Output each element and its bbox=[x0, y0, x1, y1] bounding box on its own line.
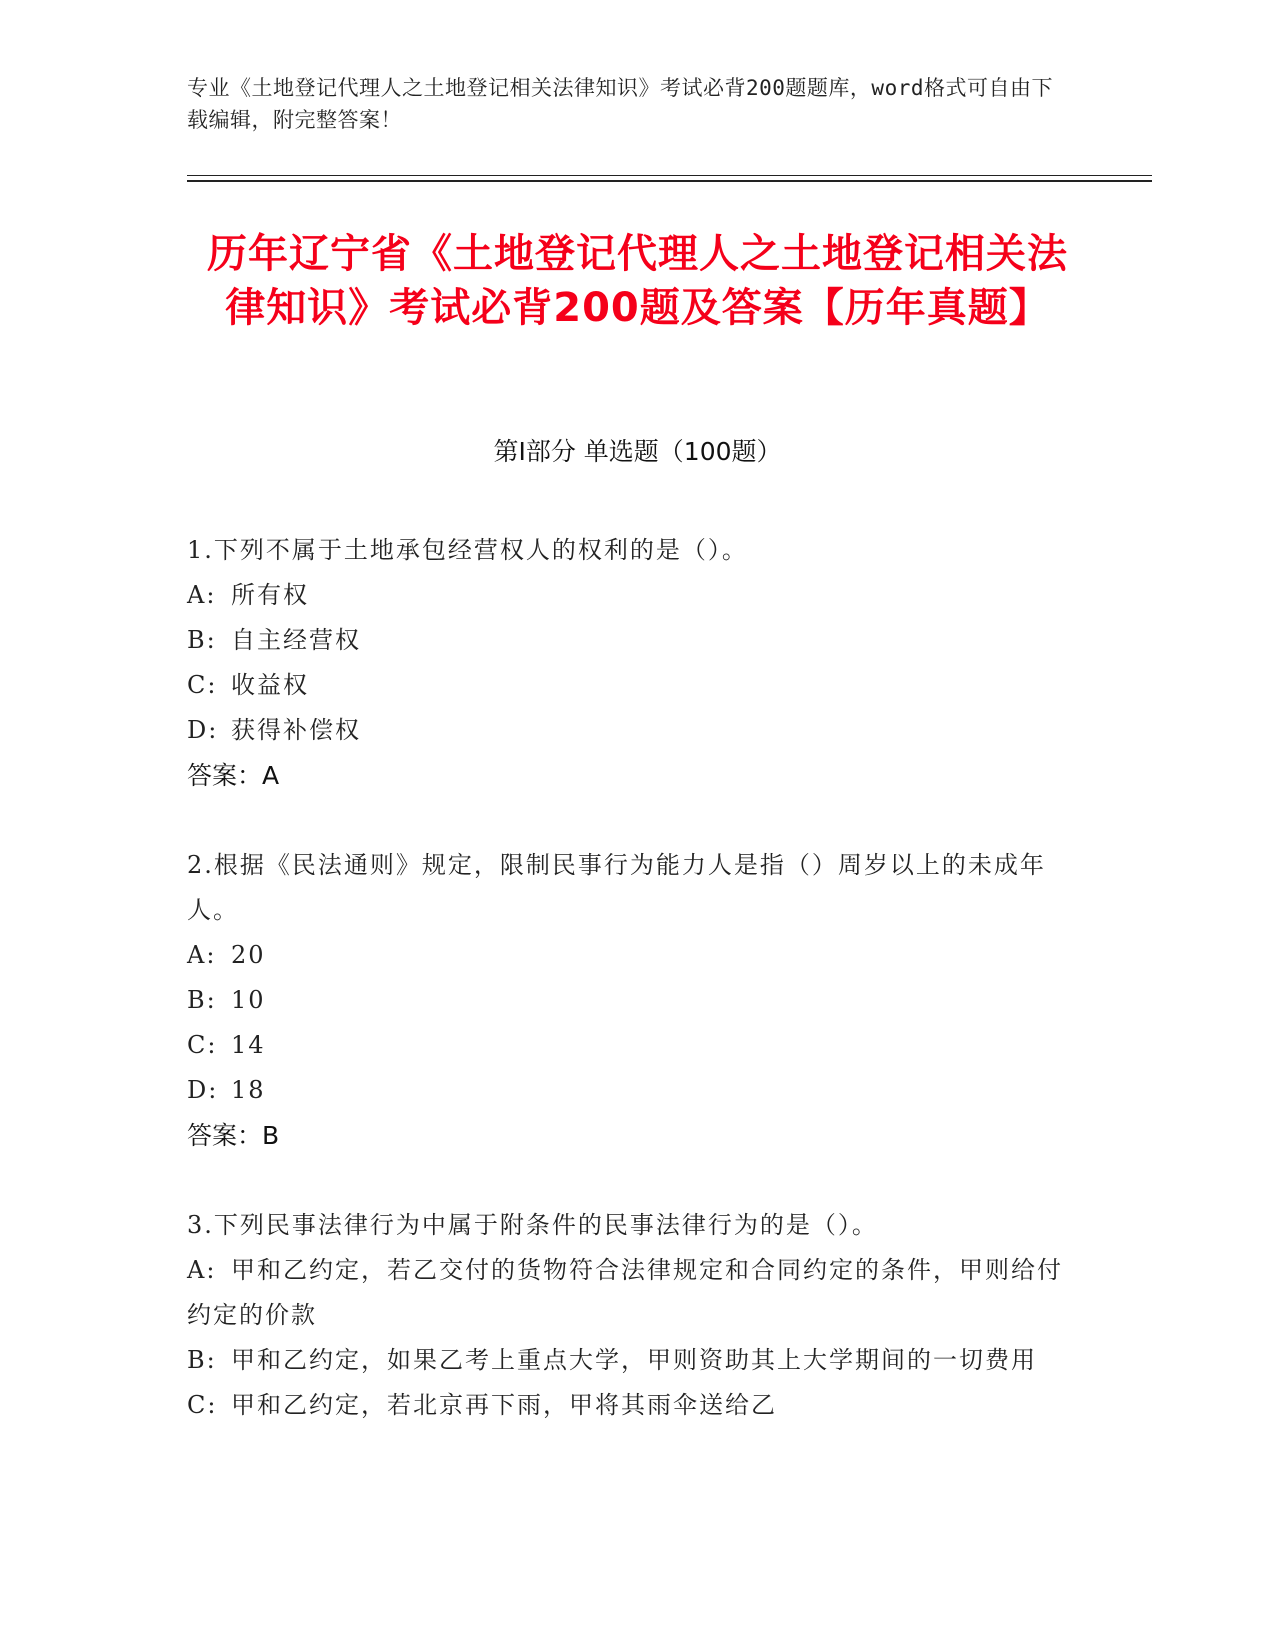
question-1 bbox=[187, 528, 1067, 798]
option-text: 20 bbox=[231, 941, 266, 969]
option-label: B: bbox=[187, 626, 217, 654]
answer-line: 答案：A bbox=[187, 761, 280, 790]
header-note: 专业《土地登记代理人之土地登记相关法律知识》考试必背200题题库，word格式可自由下载编辑，附完整答案！ bbox=[187, 76, 1053, 132]
document-title: 历年辽宁省《土地登记代理人之土地登记相关法律知识》考试必背200题及答案【历年真题】 bbox=[207, 231, 1068, 331]
option-b bbox=[187, 978, 1067, 1023]
option-label: C: bbox=[187, 1391, 218, 1419]
option-label: B: bbox=[187, 986, 217, 1014]
option-c bbox=[187, 663, 1067, 708]
option-a bbox=[187, 933, 1067, 978]
option-b bbox=[187, 1338, 1067, 1383]
option-c bbox=[187, 1023, 1067, 1068]
question-2 bbox=[187, 843, 1067, 1158]
question-stem: 3.下列民事法律行为中属于附条件的民事法律行为的是（）。 bbox=[187, 1211, 878, 1239]
option-a bbox=[187, 1248, 1067, 1338]
option-text: 18 bbox=[231, 1076, 266, 1104]
option-label: A: bbox=[187, 941, 217, 969]
question-stem: 2.根据《民法通则》规定，限制民事行为能力人是指（）周岁以上的未成年人。 bbox=[187, 851, 1046, 924]
option-text: 甲和乙约定，若北京再下雨，甲将其雨伞送给乙 bbox=[231, 1391, 777, 1419]
option-d bbox=[187, 1068, 1067, 1113]
option-b bbox=[187, 618, 1067, 663]
option-a bbox=[187, 573, 1067, 618]
question-stem: 1.下列不属于土地承包经营权人的权利的是（）。 bbox=[187, 536, 748, 564]
option-label: D: bbox=[187, 716, 219, 744]
option-text: 收益权 bbox=[231, 671, 309, 699]
option-label: A: bbox=[187, 581, 217, 609]
option-text: 获得补偿权 bbox=[231, 716, 361, 744]
option-text: 10 bbox=[231, 986, 266, 1014]
question-list bbox=[187, 528, 1067, 1473]
section-title: 第Ⅰ部分 单选题（100题） bbox=[493, 437, 782, 466]
header-divider-thick bbox=[187, 180, 1152, 182]
option-text: 甲和乙约定，如果乙考上重点大学，甲则资助其上大学期间的一切费用 bbox=[231, 1346, 1037, 1374]
option-text: 14 bbox=[231, 1031, 266, 1059]
option-text: 所有权 bbox=[231, 581, 309, 609]
option-label: C: bbox=[187, 1031, 218, 1059]
option-text: 甲和乙约定，若乙交付的货物符合法律规定和合同约定的条件，甲则给付约定的价款 bbox=[187, 1256, 1063, 1329]
question-3 bbox=[187, 1203, 1067, 1428]
option-d bbox=[187, 708, 1067, 753]
option-label: A: bbox=[187, 1256, 217, 1284]
header-divider-thin bbox=[187, 175, 1152, 176]
option-text: 自主经营权 bbox=[231, 626, 361, 654]
option-label: C: bbox=[187, 671, 218, 699]
answer-line: 答案：B bbox=[187, 1121, 280, 1150]
option-label: B: bbox=[187, 1346, 217, 1374]
option-c bbox=[187, 1383, 1067, 1428]
option-label: D: bbox=[187, 1076, 219, 1104]
